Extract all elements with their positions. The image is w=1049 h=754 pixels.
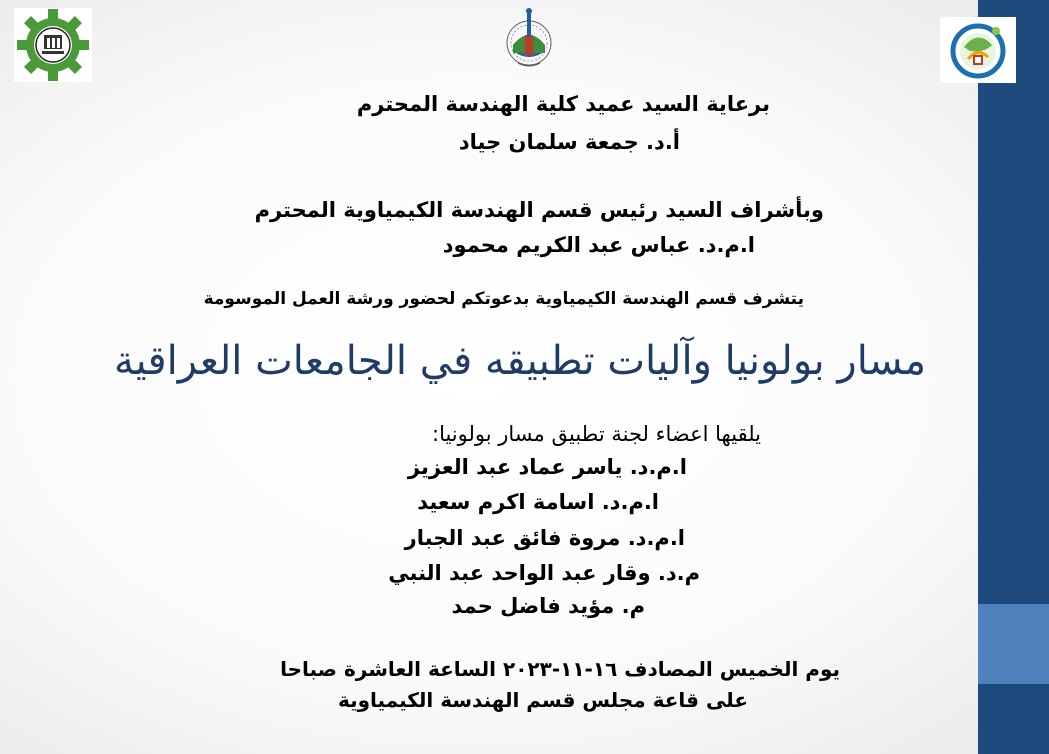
chemical-engineering-logo-icon	[940, 17, 1016, 83]
supervision-line: وبأشراف السيد رئيس قسم الهندسة الكيمياوية المحترم	[254, 198, 824, 222]
presenter-name: ا.م.د. مروة فائق عبد الجبار	[404, 526, 685, 550]
workshop-title: مسار بولونيا وآليات تطبيقه في الجامعات العراقية	[114, 338, 926, 384]
patronage-line: برعاية السيد عميد كلية الهندسة المحترم	[356, 92, 770, 116]
dean-name: أ.د. جمعة سلمان جياد	[458, 130, 680, 154]
presenter-name: ا.م.د. اسامة اكرم سعيد	[417, 490, 659, 514]
presenter-name: ا.م.د. ياسر عماد عبد العزيز	[407, 455, 687, 479]
date-time-line: يوم الخميس المصادف ١٦-١١-٢٠٢٣ الساعة العاشرة صباحا	[280, 657, 840, 681]
presenter-name: م.د. وقار عبد الواحد عبد النبي	[388, 561, 700, 585]
presenter-name: م. مؤيد فاضل حمد	[451, 594, 645, 618]
university-emblem-logo-icon	[498, 5, 560, 71]
venue-line: على قاعة مجلس قسم الهندسة الكيمياوية	[337, 688, 748, 712]
presenters-label: يلقيها اعضاء لجنة تطبيق مسار بولونيا:	[432, 422, 761, 446]
engineering-gear-logo-icon	[14, 8, 92, 82]
invitation-intro: يتشرف قسم الهندسة الكيمياوية بدعوتكم لحضور ورشة العمل الموسومة	[203, 289, 804, 309]
department-head-name: ا.م.د. عباس عبد الكريم محمود	[442, 233, 755, 257]
side-accent-block	[978, 604, 1049, 684]
